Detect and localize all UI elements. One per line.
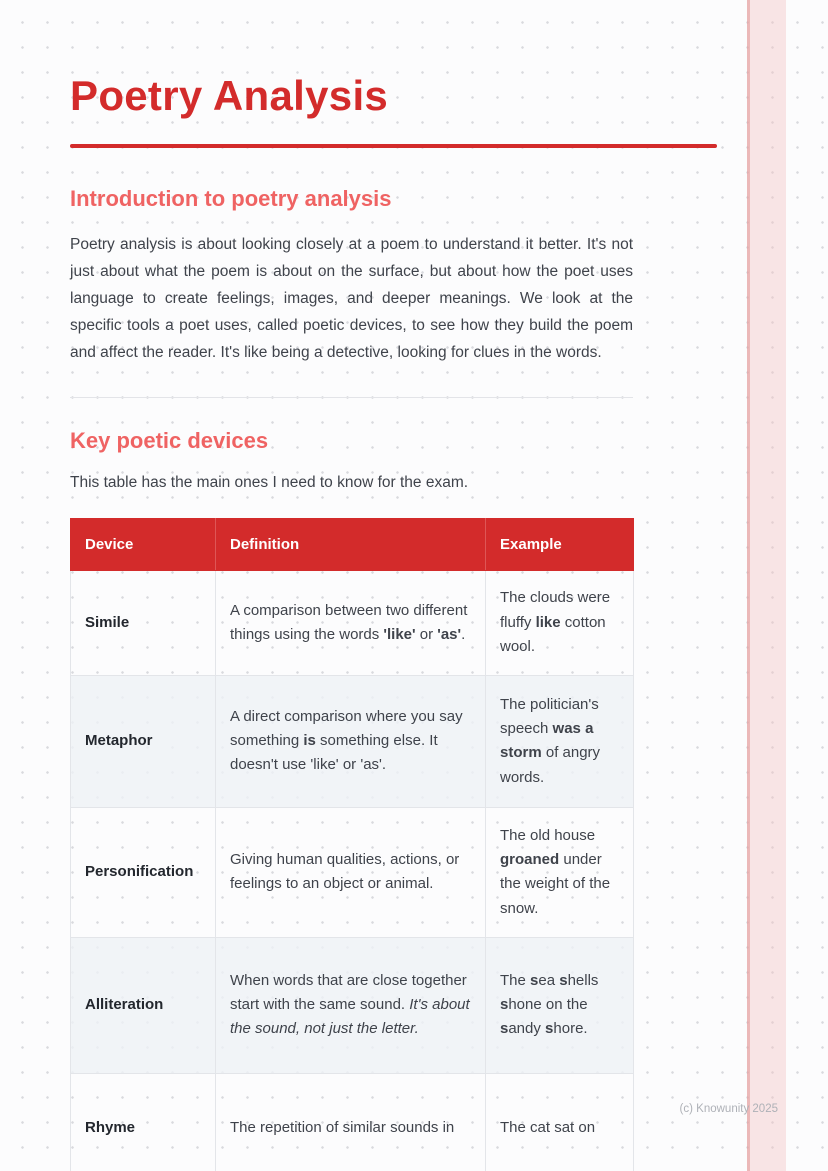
device-definition: The repetition of similar sounds in xyxy=(216,1073,486,1171)
device-example: The cat sat on xyxy=(486,1073,634,1171)
page-title: Poetry Analysis xyxy=(70,72,389,119)
device-name: Simile xyxy=(71,570,216,675)
title-divider-rule xyxy=(70,144,717,148)
column-header-example: Example xyxy=(486,518,634,570)
table-row-rhyme xyxy=(71,1073,634,1171)
device-definition: Giving human qualities, actions, or feelings to an object or animal. xyxy=(216,807,486,937)
device-definition: A comparison between two different things using the words 'like' or 'as'. xyxy=(216,570,486,675)
table-row-alliteration xyxy=(71,937,634,1073)
device-definition: When words that are close together start with the same sound. It's about the sound, not just the letter. xyxy=(216,937,486,1073)
copyright-footer: (c) Knowunity 2025 xyxy=(679,1103,778,1115)
section-heading-key-devices: Key poetic devices xyxy=(70,427,269,453)
device-example: The clouds were fluffy like cotton wool. xyxy=(486,570,634,675)
device-name: Metaphor xyxy=(71,675,216,807)
table-lead-text: This table has the main ones I need to know for the exam. xyxy=(70,473,469,491)
device-name: Alliteration xyxy=(71,937,216,1073)
section-divider xyxy=(70,397,633,398)
device-example: The politician's speech was a storm of angry words. xyxy=(486,675,634,807)
column-header-device: Device xyxy=(71,518,216,570)
table-header-row xyxy=(71,518,634,570)
table-row-metaphor xyxy=(71,675,634,807)
device-name: Personification xyxy=(71,807,216,937)
device-name: Rhyme xyxy=(71,1073,216,1171)
table-row-simile xyxy=(71,570,634,675)
section-heading-introduction: Introduction to poetry analysis xyxy=(70,186,392,211)
poetic-devices-table xyxy=(70,518,634,1171)
device-example: The old house groaned under the weight of the snow. xyxy=(486,807,634,937)
column-header-definition: Definition xyxy=(216,518,486,570)
table-row-personification xyxy=(71,807,634,937)
intro-paragraph: Poetry analysis is about looking closely at a poem to understand it better. It's not just about what the poem is about on the surface, but about how the poet uses language to create feelings, images, and deeper meanings. We look at the specific tools a poet uses, called poetic devices, to see how they build the poem and affect the reader. It's like being a detective, looking for clues in the words. xyxy=(70,236,633,361)
device-example: The sea shells shone on the sandy shore. xyxy=(486,937,634,1073)
notebook-margin-stripe xyxy=(747,0,786,1171)
device-definition: A direct comparison where you say something is something else. It doesn't use 'like' or 'as'. xyxy=(216,675,486,807)
